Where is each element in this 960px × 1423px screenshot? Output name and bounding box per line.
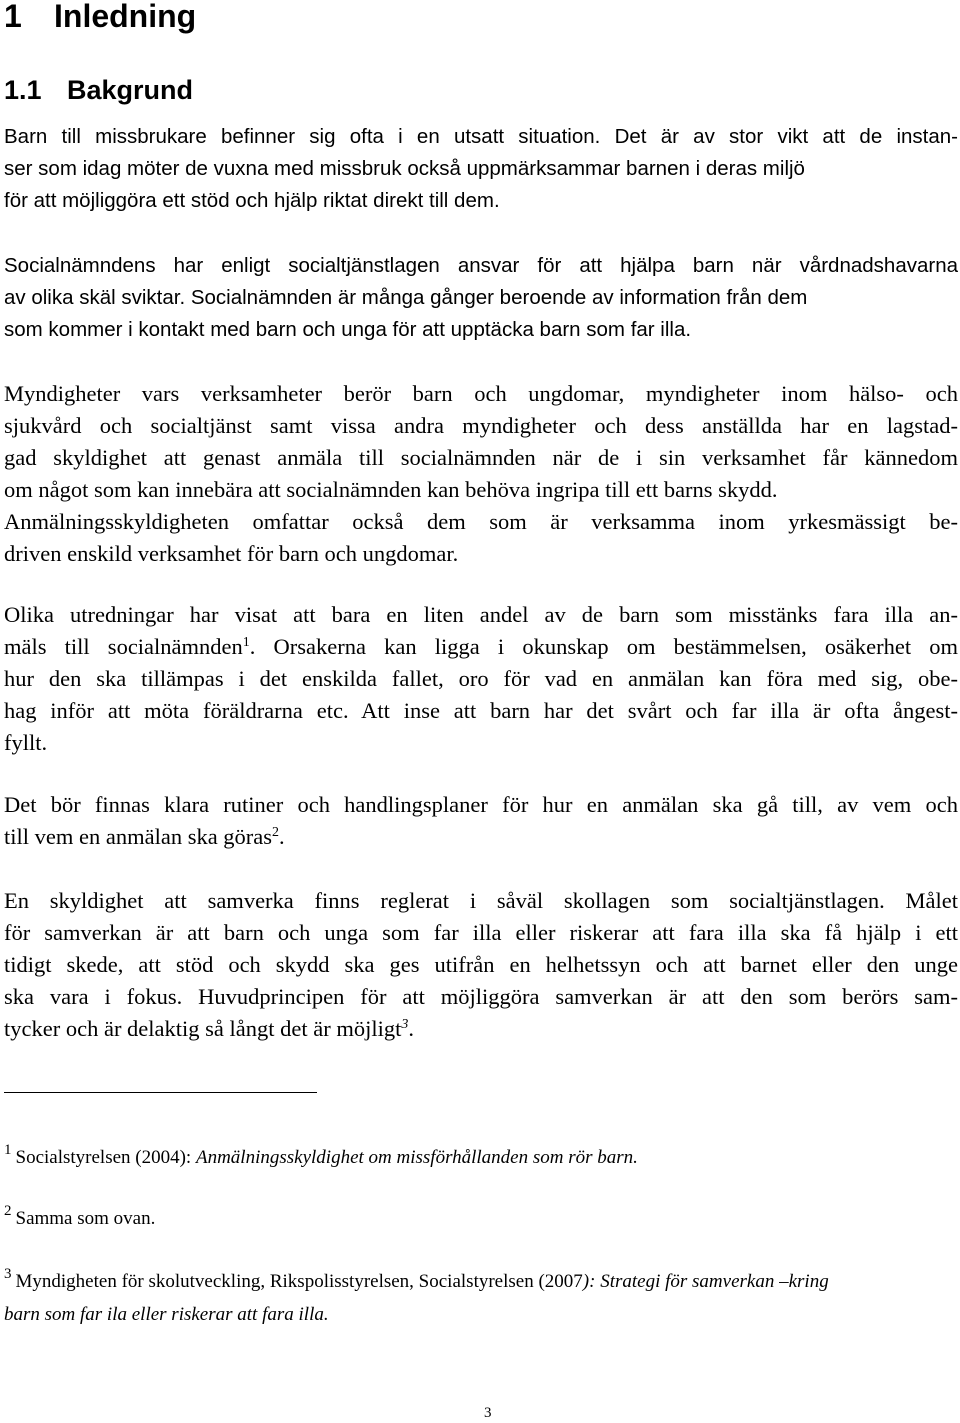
paragraph-line <box>4 1013 414 1049</box>
paragraph-line: tidigt skede, att stöd och skydd ska ges utifrån en helhetssyn och att barnet eller den unge <box>4 952 958 977</box>
paragraph-line: Anmälningsskyldigheten omfattar också dem som är verksamma inom yrkesmässigt be- <box>4 509 958 534</box>
paragraph-line: hag inför att möta föräldrarna etc. Att inse att barn har det svårt och far illa är ofta ångest- <box>4 698 958 723</box>
paragraph-line <box>4 821 285 857</box>
heading-1-number: 1 <box>4 0 22 34</box>
paragraph-line: fyllt. <box>4 730 48 755</box>
footnote-2 <box>4 1204 155 1235</box>
text-run: . Orsakerna kan ligga i okunskap om bestämmelsen, osäkerhet om <box>249 634 958 659</box>
footnote-text: Myndigheten för skolutveckling, Rikspolisstyrelsen, Socialstyrelsen (2007 <box>15 1271 583 1292</box>
paragraph-line: ska vara i fokus. Huvudprincipen för att möjliggöra samverkan är att den som berörs sam- <box>4 984 958 1009</box>
paragraph-line: som kommer i kontakt med barn och unga för att upptäcka barn som far illa. <box>4 318 692 341</box>
text-run: . <box>279 824 285 849</box>
text-run: till vem en anmälan ska göras <box>4 824 273 849</box>
footnote-text: Socialstyrelsen (2004): <box>15 1147 196 1168</box>
paragraph-line: driven enskild verksamhet för barn och ungdomar. <box>4 541 459 566</box>
footnote-mark: 2 <box>4 1203 12 1219</box>
footnote-ref-3[interactable]: 3 <box>401 1017 409 1033</box>
paragraph-line <box>4 631 958 667</box>
footnote-ref-1[interactable]: 1 <box>242 635 250 651</box>
page-number: 3 <box>484 1405 492 1421</box>
heading-1-title: Inledning <box>54 0 197 34</box>
paragraph-line: En skyldighet att samverka finns reglerat i såväl skollagen som socialtjänstlagen. Målet <box>4 888 958 913</box>
text-run: mäls till socialnämnden <box>4 634 243 659</box>
footnote-mark: 3 <box>4 1266 12 1282</box>
footnote-title: Anmälningsskyldighet om missförhållanden som rör barn. <box>195 1147 638 1168</box>
footnote-ref-2[interactable]: 2 <box>272 825 280 841</box>
paragraph-line: gad skyldighet att genast anmäla till socialnämnden när de i sin verksamhet får kännedom <box>4 445 958 470</box>
paragraph-line: Det bör finnas klara rutiner och handlingsplaner för hur en anmälan ska gå till, av vem och <box>4 792 958 817</box>
paragraph-line: Olika utredningar har visat att bara en liten andel av de barn som misstänks fara illa an- <box>4 602 958 627</box>
footnote-3 <box>4 1267 829 1298</box>
heading-1 <box>4 0 196 38</box>
paragraph-line: om något som kan innebära att socialnämnden kan behöva ingripa till ett barns skydd. <box>4 477 778 502</box>
footnote-1 <box>4 1143 638 1174</box>
footnote-title: barn som far ila eller riskerar att fara illa. <box>4 1304 329 1325</box>
footnote-3-continued <box>4 1300 329 1330</box>
heading-2-title: Bakgrund <box>67 75 194 105</box>
paragraph-line: Barn till missbrukare befinner sig ofta i en utsatt situation. Det är av stor vikt att de instan- <box>4 125 958 148</box>
paragraph-line: ser som idag möter de vuxna med missbruk också uppmärksammar barnen i deras miljö <box>4 157 805 180</box>
paragraph-line: sjukvård och socialtjänst samt vissa andra myndigheter och dess anställda har en lagstad- <box>4 413 958 438</box>
paragraph-line: för att möjliggöra ett stöd och hjälp riktat direkt till dem. <box>4 189 500 212</box>
heading-2-number: 1.1 <box>4 75 42 105</box>
heading-2 <box>4 70 193 110</box>
text-run: . <box>408 1016 414 1041</box>
paragraph-line: av olika skäl sviktar. Socialnämnden är många gånger beroende av information från dem <box>4 286 808 309</box>
paragraph-line: Socialnämndens har enligt socialtjänstlagen ansvar för att hjälpa barn när vårdnadshavarna <box>4 254 958 277</box>
text-run: tycker och är delaktig så långt det är möjligt <box>4 1016 402 1041</box>
paragraph-line: Myndigheter vars verksamheter berör barn och ungdomar, myndigheter inom hälso- och <box>4 381 958 406</box>
footnote-text: Samma som ovan. <box>15 1208 156 1229</box>
footnote-separator <box>4 1092 317 1093</box>
paragraph-line: hur den ska tillämpas i det enskilda fallet, oro för vad en anmälan kan föra med sig, obe- <box>4 666 958 691</box>
footnote-mark: 1 <box>4 1142 12 1158</box>
paragraph-line: för samverkan är att barn och unga som far illa eller riskerar att fara illa ska få hjälp i ett <box>4 920 958 945</box>
footnote-title: ): Strategi för samverkan –kring <box>582 1271 829 1292</box>
